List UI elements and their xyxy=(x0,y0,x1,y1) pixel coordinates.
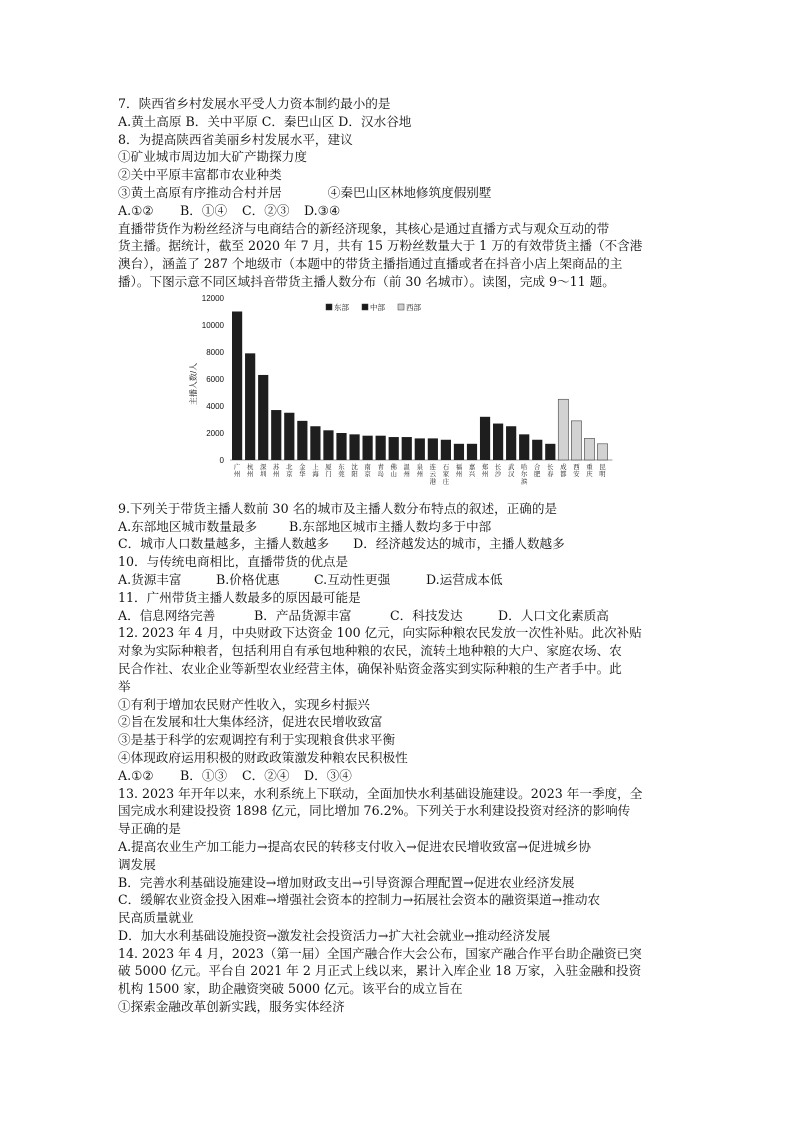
q8-option-d: D.③④ xyxy=(304,202,341,218)
q12-option-d: D．③④ xyxy=(304,767,352,783)
legend-label-0: 东部 xyxy=(334,302,349,312)
q14-line-3: 机构 1500 家，助企融资突破 5000 亿元。该平台的成立旨在 xyxy=(118,981,463,997)
q11-option-b: B．产品货源丰富 xyxy=(254,607,352,623)
q8-option-b: B．①④ xyxy=(180,202,228,218)
intro-line-1: 直播带货作为粉丝经济与电商结合的新经济现象，其核心是通过直播方式与观众互动的带 xyxy=(118,220,610,236)
bar-北京 xyxy=(284,413,294,460)
x-tick-label-长春: 长春 xyxy=(547,462,554,478)
intro-line-3: 澳台），涵盖了 287 个地级市（本题中的带货主播指通过直播或者在抖音小店上架商品的主 xyxy=(118,256,623,272)
bar-南京 xyxy=(363,435,373,459)
legend-label-2: 西部 xyxy=(406,302,421,312)
q8-statement-3: ③黄土高原有序推动合村并居 xyxy=(118,184,282,200)
q9-option-b: B.东部地区城市主播人数均多于中部 xyxy=(289,518,492,534)
x-tick-label-武汉: 武汉 xyxy=(507,462,515,478)
bar-昆明 xyxy=(597,444,607,460)
bar-厦门 xyxy=(323,430,333,460)
bar-合肥 xyxy=(532,440,542,460)
q12-options xyxy=(118,767,678,785)
q8-statement-1: ①矿业城市周边加大矿产勘探力度 xyxy=(118,149,307,165)
q11-stem: 11．广州带货主播人数最多的原因最可能是 xyxy=(118,589,361,605)
q9-option-c: C．城市人口数量越多，主播人数越多 xyxy=(118,536,330,552)
q9-option-a: A.东部地区城市数量最多 xyxy=(118,518,258,534)
q13-option-a-line-2: 调发展 xyxy=(118,856,156,872)
bar-佛山 xyxy=(389,437,399,460)
legend-swatch-2 xyxy=(398,304,404,310)
bar-成都 xyxy=(558,399,568,460)
exam-page xyxy=(118,95,678,1016)
q13-line-3: 导正确的是 xyxy=(118,821,181,837)
q9-options-ab xyxy=(118,518,678,536)
bar-哈尔滨 xyxy=(519,434,529,460)
bar-青岛 xyxy=(376,435,386,459)
y-tick-label-5: 10000 xyxy=(201,320,224,330)
x-tick-label-嘉兴: 嘉兴 xyxy=(468,462,476,478)
x-tick-label-杭州: 杭州 xyxy=(246,462,254,478)
q12-line-1: 12. 2023 年 4 月，中央财政下达资金 100 亿元，向实际种粮农民发放一次性补贴。此次补贴 xyxy=(118,625,642,641)
q12-line-3: 民合作社、农业企业等新型农业经营主体，确保补贴资金落实到实际种粮的生产者手中。此 xyxy=(118,660,622,676)
y-axis-label: 主播人数/人 xyxy=(189,362,198,405)
q13-option-d: D．加大水利基础设施投资→激发社会投资活力→扩大社会就业→推动经济发展 xyxy=(118,927,551,943)
q8-options xyxy=(118,202,678,220)
q8-statement-2: ②关中平原丰富都市农业种类 xyxy=(118,167,282,183)
q14-line-1: 14. 2023 年 4 月，2023（第一届）全国产融合作大会公布，国家产融合作平台助企融资已突 xyxy=(118,945,642,961)
q14-line-2: 破 5000 亿元。平台自 2021 年 2 月正式上线以来，累计入库企业 18 万家，入驻金融和投资 xyxy=(118,963,642,979)
q8-statement-4: ④秦巴山区林地修筑度假别墅 xyxy=(327,184,492,200)
bar-福州 xyxy=(454,444,464,460)
x-tick-label-合肥: 合肥 xyxy=(534,462,541,478)
x-tick-label-南京: 南京 xyxy=(364,462,371,478)
x-tick-label-厦门: 厦门 xyxy=(325,462,332,478)
q13-option-b: B．完善水利基础设施建设→增加财政支出→引导资源合理配置→促进农业经济发展 xyxy=(118,874,575,890)
q13-line-2: 国完成水利建设投资 1898 亿元，同比增加 76.2%。下列关于水利建设投资对经济的影响传 xyxy=(118,803,631,819)
x-tick-label-金华: 金华 xyxy=(299,462,306,478)
q11-option-d: D．人口文化素质高 xyxy=(498,607,609,623)
q12-option-b: B．①③ xyxy=(180,767,228,783)
bar-广州 xyxy=(232,311,242,460)
bar-沈阳 xyxy=(349,434,359,460)
x-tick-label-沈阳: 沈阳 xyxy=(351,462,358,478)
x-tick-label-郑州: 郑州 xyxy=(481,462,489,478)
x-tick-label-广州: 广州 xyxy=(233,462,241,478)
q13-option-c-line-1: C．缓解农业资金投入困难→增强社会资本的控制力→拓展社会资本的融资渠道→推动农 xyxy=(118,892,601,908)
q10-options xyxy=(118,571,678,589)
q12-line-4: 举 xyxy=(118,678,131,694)
q12-statement-2: ②旨在发展和壮大集体经济，促进农民增收致富 xyxy=(118,714,383,730)
q9-options-cd xyxy=(118,535,678,553)
bar-泉州 xyxy=(415,438,425,460)
q8-option-a: A.①② xyxy=(118,202,154,218)
x-tick-label-福州: 福州 xyxy=(455,462,463,478)
anchor-count-bar-chart xyxy=(118,292,606,500)
x-tick-label-成都: 成都 xyxy=(560,462,567,478)
bar-郑州 xyxy=(480,417,490,460)
bar-东莞 xyxy=(336,433,346,460)
y-tick-label-4: 8000 xyxy=(206,347,224,357)
q7-stem: 7．陕西省乡村发展水平受人力资本制约最小的是 xyxy=(118,96,391,111)
bar-长春 xyxy=(545,444,555,460)
q12-option-a: A.①② xyxy=(118,767,154,783)
x-tick-label-温州: 温州 xyxy=(403,462,410,478)
bar-苏州 xyxy=(271,410,281,460)
x-tick-label-深圳: 深圳 xyxy=(260,462,267,478)
bar-深圳 xyxy=(258,375,268,460)
legend-swatch-0 xyxy=(326,304,332,310)
x-tick-label-哈尔滨: 哈尔滨 xyxy=(521,462,528,486)
x-tick-label-上海: 上海 xyxy=(312,462,319,478)
q10-option-c: C.互动性更强 xyxy=(314,571,391,587)
bar-金华 xyxy=(297,421,307,460)
q12-option-c: C．②④ xyxy=(242,767,290,783)
q14-statement-1: ①探索金融改革创新实践，服务实体经济 xyxy=(118,999,345,1015)
q12-statement-1: ①有利于增加农民财产性收入，实现乡村振兴 xyxy=(118,696,370,712)
legend-label-1: 中部 xyxy=(370,302,385,312)
q12-statement-4: ④体现政府运用积极的财政政策激发种粮农民积极性 xyxy=(118,749,408,765)
x-tick-label-青岛: 青岛 xyxy=(377,462,384,478)
q11-option-c: C．科技发达 xyxy=(390,607,463,623)
x-tick-label-昆明: 昆明 xyxy=(599,462,606,478)
x-tick-label-重庆: 重庆 xyxy=(586,462,593,478)
bar-温州 xyxy=(402,437,412,460)
bar-石家庄 xyxy=(441,440,451,460)
q8-statements-3-4 xyxy=(118,184,678,202)
q11-option-a: A．信息网络完善 xyxy=(118,607,216,623)
q9-option-d: D．经济越发达的城市，主播人数越多 xyxy=(353,536,565,552)
bar-杭州 xyxy=(245,353,255,460)
q11-options xyxy=(118,607,678,625)
q13-option-a-line-1: A.提高农业生产加工能力→提高农民的转移支付收入→促进农民增收致富→促进城乡协 xyxy=(118,838,591,854)
chart-svg xyxy=(118,292,606,500)
q13-line-1: 13. 2023 年开年以来，水利系统上下联动，全面加快水利基础设施建设。2023 年一季度，全 xyxy=(118,785,643,801)
q10-option-a: A.货源丰富 xyxy=(118,571,182,587)
intro-line-2: 货主播。据统计，截至 2020 年 7 月，共有 15 万粉丝数量大于 1 万的有效带货主播（不含港 xyxy=(118,238,643,254)
bar-嘉兴 xyxy=(467,444,477,460)
x-tick-label-佛山: 佛山 xyxy=(390,462,397,478)
x-tick-label-东莞: 东莞 xyxy=(338,462,345,478)
x-tick-label-苏州: 苏州 xyxy=(273,462,280,478)
q8-option-c: C．②③ xyxy=(242,202,290,218)
x-tick-label-连云港: 连云港 xyxy=(429,462,437,486)
q10-option-d: D.运营成本低 xyxy=(426,571,503,587)
q9-stem: 9.下列关于带货主播人数前 30 名的城市及主播人数分布特点的叙述，正确的是 xyxy=(118,500,558,516)
q10-option-b: B.价格优惠 xyxy=(216,571,280,587)
x-tick-label-泉州: 泉州 xyxy=(416,462,423,478)
y-tick-label-1: 2000 xyxy=(206,428,224,438)
q7-options: A.黄土高原 B．关中平原 C．秦巴山区 D．汉水谷地 xyxy=(118,113,412,129)
y-tick-label-2: 4000 xyxy=(206,401,224,411)
bar-重庆 xyxy=(584,438,594,460)
bar-西安 xyxy=(571,421,581,460)
x-tick-label-北京: 北京 xyxy=(286,462,293,478)
q12-statement-3: ③是基于科学的宏观调控有利于实现粮食供求平衡 xyxy=(118,732,396,748)
q10-stem: 10．与传统电商相比，直播带货的优点是 xyxy=(118,554,349,570)
intro-line-4: 播）。下图示意不同区域抖音带货主播人数分布（前 30 名城市）。读图，完成 9～11 题。 xyxy=(118,273,615,289)
bar-长沙 xyxy=(493,423,503,459)
q13-option-c-line-2: 民高质量就业 xyxy=(118,910,194,926)
bar-上海 xyxy=(310,426,320,460)
x-tick-label-石家庄: 石家庄 xyxy=(442,462,450,486)
q12-line-2: 对象为实际种粮者，包括利用自有承包地种粮的农民，流转土地种粮的大户、家庭农场、农 xyxy=(118,643,622,659)
x-tick-label-西安: 西安 xyxy=(573,462,580,478)
legend-swatch-1 xyxy=(362,304,368,310)
y-tick-label-0: 0 xyxy=(219,455,224,465)
y-tick-label-6: 12000 xyxy=(201,293,224,303)
y-tick-label-3: 6000 xyxy=(206,374,224,384)
q8-stem: 8．为提高陕西省美丽乡村发展水平，建议 xyxy=(118,131,353,147)
bar-连云港 xyxy=(428,438,438,460)
x-tick-label-长沙: 长沙 xyxy=(494,462,502,478)
bar-武汉 xyxy=(506,426,516,460)
